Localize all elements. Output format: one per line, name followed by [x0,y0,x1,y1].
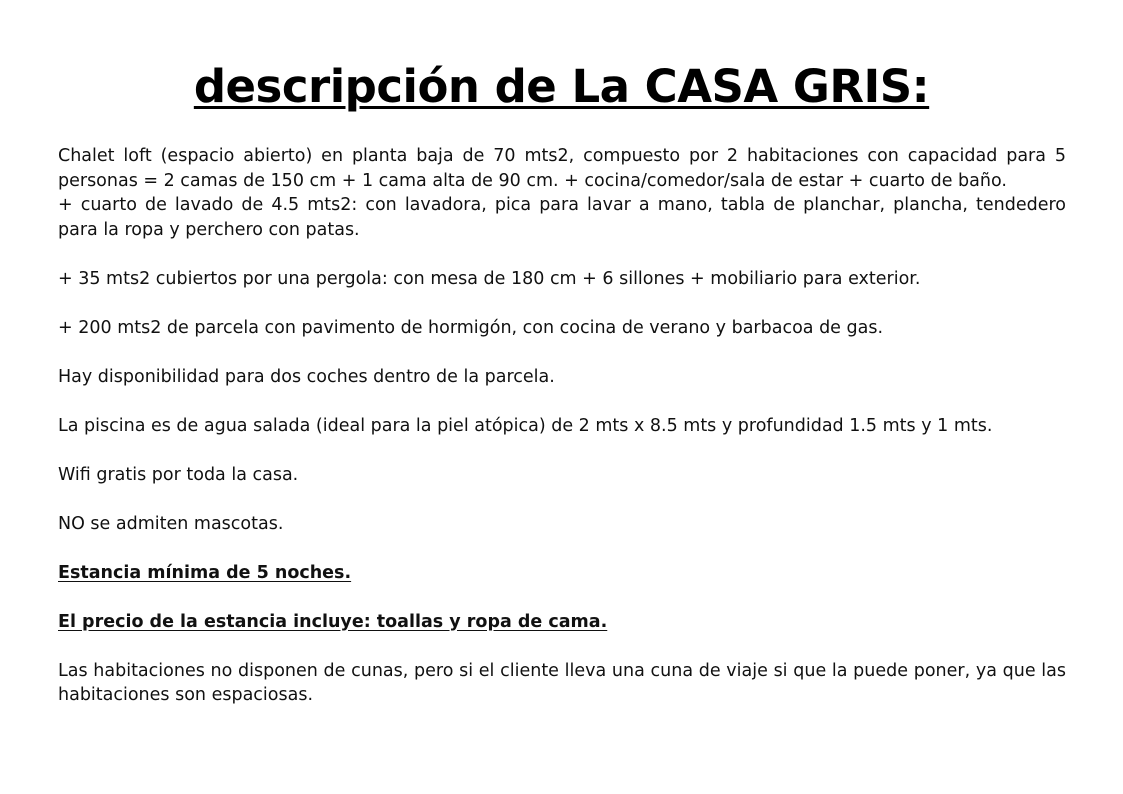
document-title: descripción de La CASA GRIS: [193,60,930,113]
document-body [58,144,1066,708]
paragraph-pergola: + 35 mts2 cubiertos por una pergola: con mesa de 180 cm + 6 sillones + mobiliario para exterior. [58,268,921,289]
paragraph-minimum-stay: Estancia mínima de 5 noches. [58,562,352,583]
paragraph-price-includes: El precio de la estancia incluye: toallas y ropa de cama. [58,611,608,632]
paragraph-chalet-description: Chalet loft (espacio abierto) en planta baja de 70 mts2, compuesto por 2 habitaciones con capacidad para 5 personas = 2 camas de 150 cm + 1 cama alta de 90 cm. + cocina/comedor/sala de estar + cuarto de baño. [58,146,1066,191]
paragraph-parking: Hay disponibilidad para dos coches dentro de la parcela. [58,366,555,387]
paragraph-no-pets: NO se admiten mascotas. [58,513,284,534]
paragraph-wifi: Wifi gratis por toda la casa. [58,464,299,485]
paragraph-pool: La piscina es de agua salada (ideal para la piel atópica) de 2 mts x 8.5 mts y profundidad 1.5 mts y 1 mts. [58,415,993,436]
paragraph-cribs: Las habitaciones no disponen de cunas, pero si el cliente lleva una cuna de viaje si que la puede poner, ya que las habitaciones son espaciosas. [58,660,1066,705]
paragraph-plot: + 200 mts2 de parcela con pavimento de hormigón, con cocina de verano y barbacoa de gas. [58,317,884,338]
paragraph-laundry-room: + cuarto de lavado de 4.5 mts2: con lavadora, pica para lavar a mano, tabla de planchar, plancha, tendedero para la ropa y perchero con patas. [58,195,1066,240]
